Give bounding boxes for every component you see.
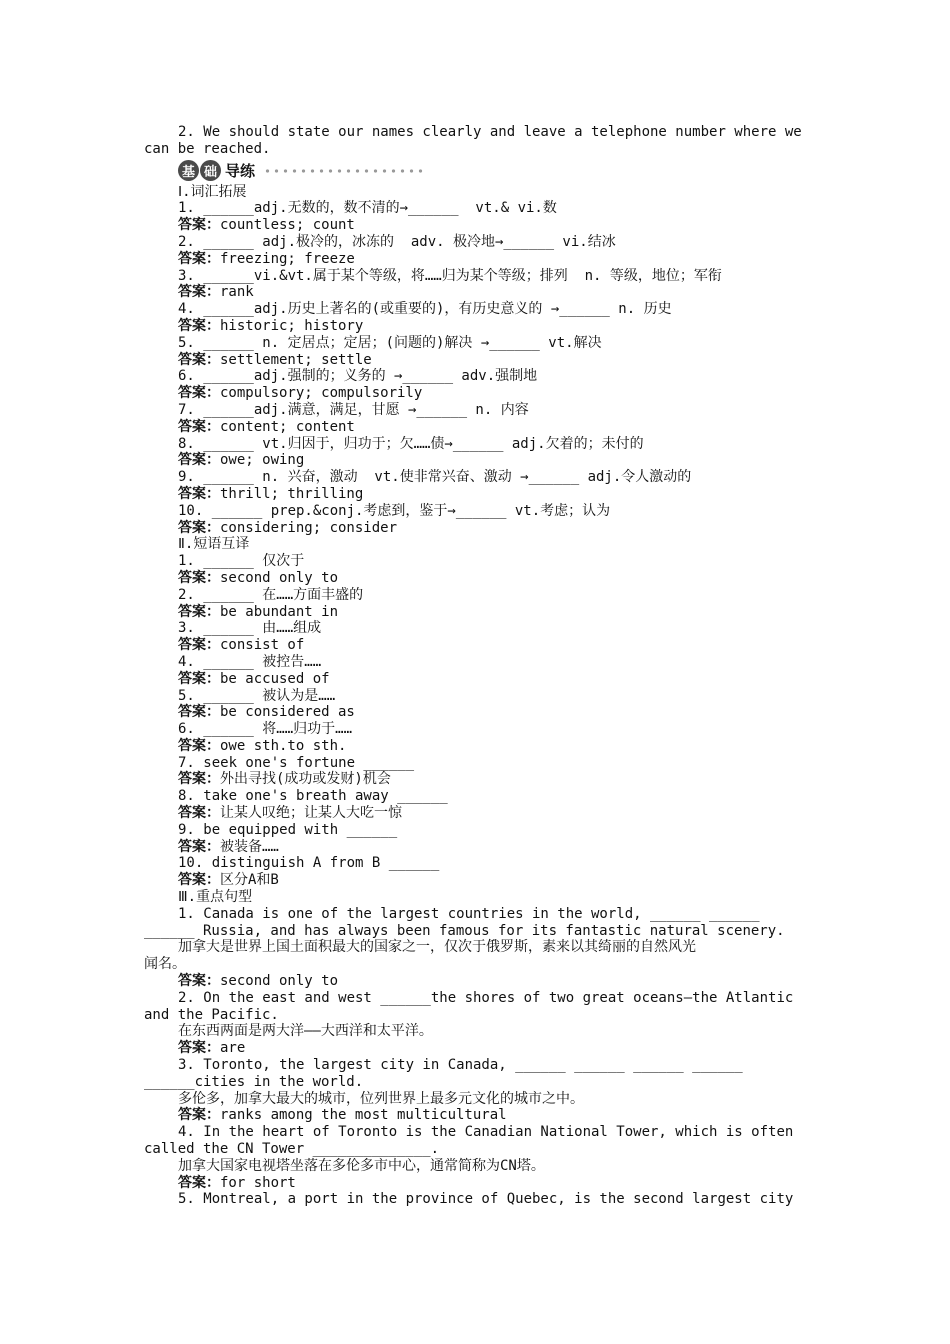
- dotted-divider: [263, 167, 423, 175]
- answer-text: be considered as: [220, 704, 355, 721]
- answer-text: settlement; settle: [220, 351, 372, 368]
- exercise-item: [144, 469, 806, 503]
- answer-label: 答案：: [178, 771, 220, 788]
- answer-line: [144, 318, 806, 335]
- exercise-item: [144, 587, 806, 621]
- exercise-item: [144, 822, 806, 856]
- sentence-translation: 在东西两面是两大洋——大西洋和太平洋。: [178, 1023, 433, 1040]
- exercise-question: 3. ______ 由……组成: [178, 620, 322, 637]
- exercise-question: 4. ______adj.历史上著名的(或重要的)，有历史意义的 →______ n. 历史: [178, 301, 672, 318]
- sentence-item: [144, 1057, 806, 1124]
- sentence-text: 4. In the heart of Toronto is the Canadian National Tower, which is often: [178, 1124, 794, 1141]
- answer-text: content; content: [220, 418, 355, 435]
- answer-label: 答案：: [178, 637, 220, 654]
- answer-line: [144, 704, 806, 721]
- sentence-text-continued: and the Pacific.: [144, 1006, 279, 1023]
- answer-label: 答案：: [178, 1174, 220, 1191]
- exercise-item: [144, 553, 806, 587]
- answer-label: 答案：: [178, 670, 220, 687]
- answer-text: 区分A和B: [220, 872, 279, 889]
- sentence-translation: 加拿大是世界上国土面积最大的国家之一，仅次于俄罗斯，素来以其绮丽的自然风光: [178, 939, 696, 956]
- answer-line: [144, 385, 806, 402]
- answer-line: [144, 1175, 806, 1192]
- intro-line-continued: can be reached.: [144, 140, 271, 157]
- exercise-item: [144, 654, 806, 688]
- answer-label: 答案：: [178, 569, 220, 586]
- answer-label: 答案：: [178, 603, 220, 620]
- exercise-question: 3. ______vi.&vt.属于某个等级，将……归为某个等级；排列 n. 等级，地位；军衔: [178, 267, 722, 284]
- sentence-text-continued: ______ Russia, and has always been famous for its fantastic natural scenery.: [144, 922, 785, 939]
- answer-line: [144, 637, 806, 654]
- exercise-item: [144, 234, 806, 268]
- answer-text: be abundant in: [220, 603, 339, 620]
- answer-label: 答案：: [178, 250, 220, 267]
- exercise-question: 10. ______ prep.&conj.考虑到，鉴于→______ vt.考虑；认为: [178, 502, 611, 519]
- answer-label: 答案：: [178, 1107, 220, 1124]
- answer-line: [144, 738, 806, 755]
- exercise-question: 2. ______ adj.极冷的，冰冻的 adv. 极冷地→______ vi.结冰: [178, 233, 616, 250]
- answer-line: [144, 604, 806, 621]
- section-title: 导练: [225, 162, 256, 181]
- answer-text: are: [220, 1040, 246, 1057]
- exercise-question: 9. be equipped with ______: [178, 821, 398, 838]
- exercise-question: 8. ______ vt.归因于，归功于；欠……债→______ adj.欠着的；未付的: [178, 435, 644, 452]
- exercise-item: [144, 755, 806, 789]
- answer-text: countless; count: [220, 217, 355, 234]
- exercise-item: [144, 335, 806, 369]
- answer-line: [144, 973, 806, 990]
- exercise-question: 2. ______ 在……方面丰盛的: [178, 586, 364, 603]
- exercise-item: [144, 368, 806, 402]
- answer-label: 答案：: [178, 385, 220, 402]
- answer-label: 答案：: [178, 452, 220, 469]
- answer-line: [144, 570, 806, 587]
- answer-text: for short: [220, 1174, 296, 1191]
- sentence-text-continued: called the CN Tower ______________.: [144, 1141, 440, 1158]
- answer-label: 答案：: [178, 284, 220, 301]
- sentence-item: [144, 906, 806, 990]
- exercise-item: [144, 301, 806, 335]
- exercise-item: [144, 688, 806, 722]
- answer-text: compulsory; compulsorily: [220, 385, 423, 402]
- sentence-heading: Ⅲ.重点句型: [178, 889, 253, 906]
- sentence-text-continued: ______cities in the world.: [144, 1073, 364, 1090]
- answer-line: [144, 872, 806, 889]
- answer-line: [144, 1107, 806, 1124]
- exercise-item: [144, 268, 806, 302]
- answer-line: [144, 217, 806, 234]
- exercise-question: 8. take one's breath away ______: [178, 788, 448, 805]
- answer-line: [144, 1040, 806, 1057]
- section-badge-char: 基: [178, 160, 199, 181]
- exercise-question: 1. ______ 仅次于: [178, 553, 305, 570]
- sentence-translation: 加拿大国家电视塔坐落在多伦多市中心，通常简称为CN塔。: [178, 1157, 545, 1174]
- answer-label: 答案：: [178, 973, 220, 990]
- answer-line: [144, 839, 806, 856]
- exercise-item: [144, 855, 806, 889]
- exercise-question: 5. ______ n. 定居点；定居；(问题的)解决 →______ vt.解决: [178, 334, 602, 351]
- phrase-list: [144, 553, 806, 889]
- answer-text: freezing; freeze: [220, 250, 355, 267]
- exercise-item: [144, 200, 806, 234]
- section-header: [144, 159, 806, 183]
- sentence-item: [144, 1124, 806, 1191]
- exercise-item: [144, 788, 806, 822]
- answer-label: 答案：: [178, 485, 220, 502]
- intro-line: 2. We should state our names clearly and leave a telephone number where we: [178, 124, 802, 140]
- answer-line: [144, 486, 806, 503]
- answer-text: 外出寻找(成功或发财)机会: [220, 771, 391, 788]
- answer-line: [144, 419, 806, 436]
- exercise-question: 7. seek one's fortune ______: [178, 754, 415, 771]
- exercise-question: 6. ______adj.强制的；义务的 →______ adv.强制地: [178, 368, 538, 385]
- sentence-text: 1. Canada is one of the largest countries in the world, ______ ______: [178, 905, 760, 922]
- answer-label: 答案：: [178, 805, 220, 822]
- answer-text: owe sth.to sth.: [220, 737, 347, 754]
- exercise-question: 4. ______ 被控告……: [178, 653, 322, 670]
- answer-text: 让某人叹绝；让某人大吃一惊: [220, 805, 402, 822]
- answer-text: consist of: [220, 637, 305, 654]
- answer-text: second only to: [220, 973, 339, 990]
- exercise-item: [144, 721, 806, 755]
- sentence-text: 5. Montreal, a port in the province of Quebec, is the second largest city: [178, 1191, 794, 1208]
- answer-line: [144, 352, 806, 369]
- answer-text: owe; owing: [220, 452, 305, 469]
- exercise-question: 9. ______ n. 兴奋，激动 vt.使非常兴奋、激动 →______ adj.令人激动的: [178, 469, 692, 486]
- worksheet-page: [144, 124, 806, 1208]
- answer-label: 答案：: [178, 1040, 220, 1057]
- exercise-question: 5. ______ 被认为是……: [178, 687, 336, 704]
- vocab-list: [144, 200, 806, 536]
- answer-label: 答案：: [178, 737, 220, 754]
- vocab-heading: Ⅰ.词汇拓展: [178, 183, 247, 200]
- exercise-item: [144, 620, 806, 654]
- exercise-item: [144, 402, 806, 436]
- sentence-translation: 多伦多，加拿大最大的城市，位列世界上最多元文化的城市之中。: [178, 1090, 584, 1107]
- exercise-question: 1. ______adj.无数的，数不清的→______ vt.& vi.数: [178, 200, 557, 217]
- answer-text: be accused of: [220, 670, 330, 687]
- answer-text: historic; history: [220, 317, 364, 334]
- answer-line: [144, 520, 806, 537]
- answer-text: ranks among the most multicultural: [220, 1107, 507, 1124]
- answer-line: [144, 671, 806, 688]
- section-badge-char: 础: [200, 160, 221, 181]
- answer-label: 答案：: [178, 838, 220, 855]
- answer-label: 答案：: [178, 704, 220, 721]
- exercise-item: [144, 436, 806, 470]
- answer-line: [144, 452, 806, 469]
- answer-label: 答案：: [178, 519, 220, 536]
- answer-text: 被装备……: [220, 838, 279, 855]
- answer-text: second only to: [220, 569, 339, 586]
- answer-line: [144, 284, 806, 301]
- answer-line: [144, 805, 806, 822]
- sentence-item: [144, 990, 806, 1057]
- answer-line: [144, 771, 806, 788]
- sentence-text: 3. Toronto, the largest city in Canada, ______ ______ ______ ______: [178, 1057, 743, 1074]
- answer-label: 答案：: [178, 418, 220, 435]
- exercise-question: 7. ______adj.满意，满足，甘愿 →______ n. 内容: [178, 401, 529, 418]
- answer-line: [144, 251, 806, 268]
- exercise-question: 10. distinguish A from B ______: [178, 855, 440, 872]
- exercise-item: [144, 503, 806, 537]
- answer-label: 答案：: [178, 317, 220, 334]
- phrase-heading: Ⅱ.短语互译: [178, 536, 250, 553]
- sentence-text: 2. On the east and west ______the shores of two great oceans—the Atlantic: [178, 989, 794, 1006]
- answer-text: rank: [220, 284, 254, 301]
- answer-text: thrill; thrilling: [220, 485, 364, 502]
- answer-label: 答案：: [178, 351, 220, 368]
- answer-label: 答案：: [178, 217, 220, 234]
- sentence-translation-continued: 闻名。: [144, 956, 186, 973]
- exercise-question: 6. ______ 将……归功于……: [178, 721, 353, 738]
- answer-text: considering; consider: [220, 519, 398, 536]
- answer-label: 答案：: [178, 872, 220, 889]
